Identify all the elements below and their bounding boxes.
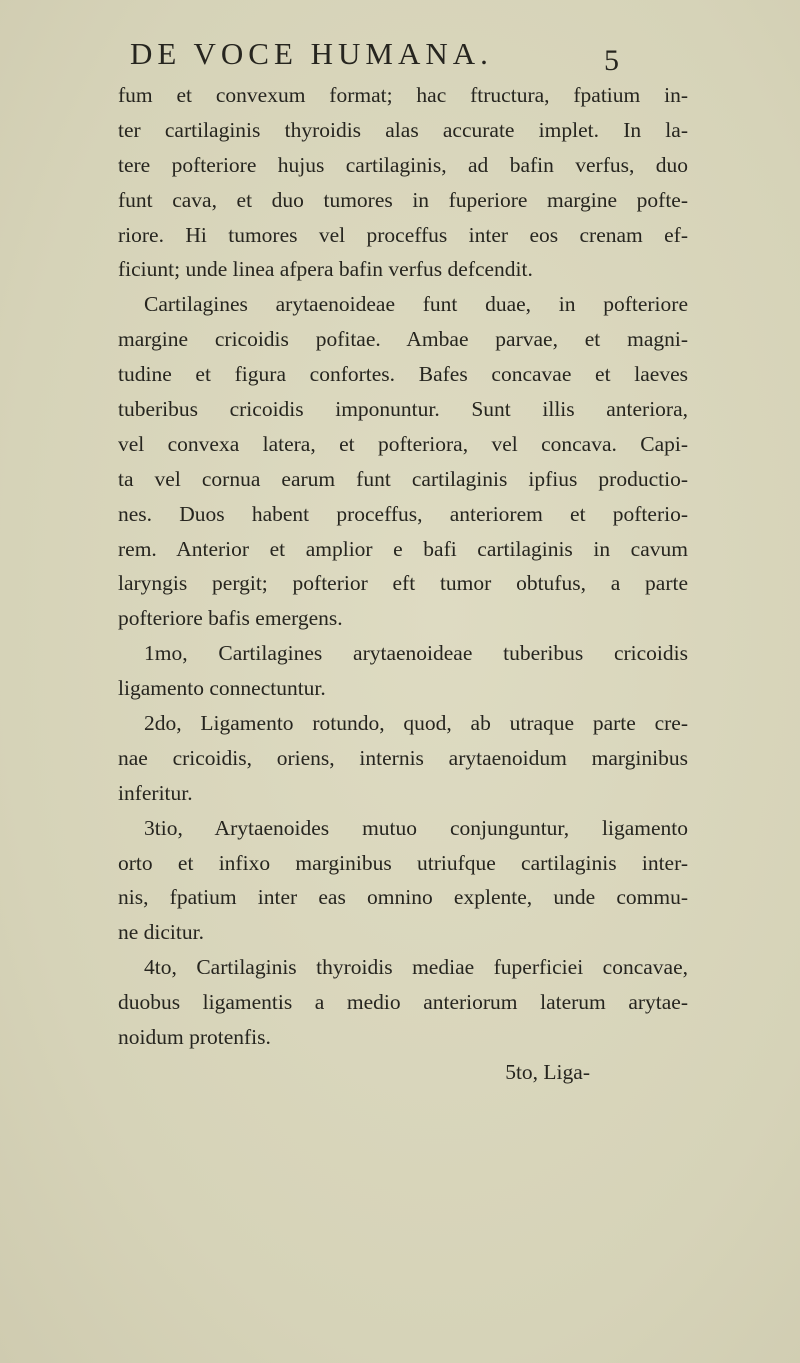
text-line: ligamento connectuntur. [118,676,326,701]
text-line: funt cava, et duo tumores in fuperiore margine pofte- [118,187,688,212]
text-line: ficiunt; unde linea afpera bafin verfus defcendit. [118,257,533,282]
text-line: vel convexa latera, et pofteriora, vel concava. Capi- [118,431,688,456]
text-line: Cartilagines arytaenoideae funt duae, in pofteriore [144,292,688,317]
text-line: inferitur. [118,780,193,805]
body-text [118,78,688,1090]
text-line: pofteriore bafis emergens. [118,606,343,631]
catchword: 5to, Liga- [505,1059,590,1084]
text-line: ta vel cornua earum funt cartilaginis ipfius productio- [118,466,688,491]
page-number: 5 [604,44,619,77]
text-line: nis, fpatium inter eas omnino explente, unde commu- [118,885,688,910]
text-line: nes. Duos habent proceffus, anteriorem et pofterio- [118,501,688,526]
text-line: tere pofteriore hujus cartilaginis, ad bafin verfus, duo [118,152,688,177]
text-line: fum et convexum format; hac ftructura, fpatium in- [118,83,688,107]
text-line: laryngis pergit; pofterior eft tumor obtufus, a parte [118,571,688,596]
text-line: rem. Anterior et amplior e bafi cartilaginis in cavum [118,536,688,561]
text-line: ter cartilaginis thyroidis alas accurate implet. In la- [118,117,688,142]
text-line: margine cricoidis pofitae. Ambae parvae, et magni- [118,327,688,352]
text-line: duobus ligamentis a medio anteriorum laterum arytae- [118,990,688,1015]
text-line: 2do, Ligamento rotundo, quod, ab utraque parte cre- [144,711,688,736]
text-line: 4to, Cartilaginis thyroidis mediae fuperficiei concavae, [144,955,688,980]
text-line: 3tio, Arytaenoides mutuo conjunguntur, ligamento [144,815,688,840]
text-line: nae cricoidis, oriens, internis arytaenoidum marginibus [118,745,688,770]
text-line: tudine et figura confortes. Bafes concavae et laeves [118,362,688,387]
text-line: orto et infixo marginibus utriufque cartilaginis inter- [118,850,688,875]
text-line: tuberibus cricoidis imponuntur. Sunt illis anteriora, [118,397,688,422]
running-header [130,36,630,72]
text-line: 1mo, Cartilagines arytaenoideae tuberibus cricoidis [144,641,688,666]
text-line: riore. Hi tumores vel proceffus inter eos crenam ef- [118,222,688,247]
running-title: DE VOCE HUMANA. [130,36,493,71]
text-line: ne dicitur. [118,920,204,945]
text-line: noidum protenfis. [118,1025,271,1050]
